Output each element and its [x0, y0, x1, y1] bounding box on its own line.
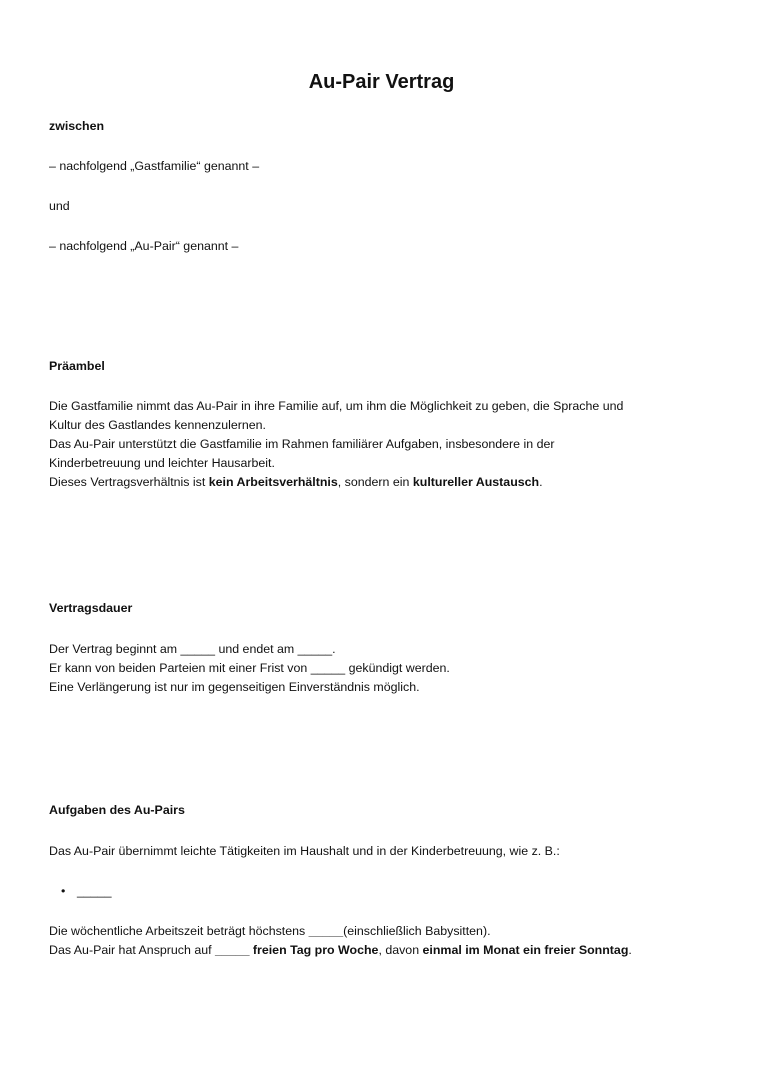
duration-line: Der Vertrag beginnt am _____ und endet am _____. — [49, 642, 336, 656]
text: (einschließlich Babysitten). — [343, 924, 491, 938]
preamble-paragraph — [49, 397, 729, 492]
text: , sondern ein — [337, 475, 413, 489]
between-label: zwischen — [49, 119, 105, 133]
list-item: • _____ — [49, 882, 729, 901]
preamble-line: Das Au-Pair unterstützt die Gastfamilie im Rahmen familiärer Aufgaben, insbesondere in der — [49, 437, 555, 451]
preamble-line: Kinderbetreuung und leichter Hausarbeit. — [49, 456, 275, 470]
free-day-line — [49, 941, 729, 960]
text: . — [539, 475, 543, 489]
duration-heading: Vertragsdauer — [49, 601, 133, 615]
working-hours-line — [49, 922, 729, 941]
text: , davon — [378, 943, 423, 957]
tasks-intro: Das Au-Pair übernimmt leichte Tätigkeiten im Haushalt und in der Kinderbetreuung, wie z. B.: — [49, 844, 560, 858]
document-title: Au-Pair Vertrag — [308, 71, 455, 93]
preamble-line: Die Gastfamilie nimmt das Au-Pair in ihre Familie auf, um ihm die Möglichkeit zu geben, die Sprache und — [49, 399, 624, 413]
text: Die wöchentliche Arbeitszeit beträgt höchstens — [49, 924, 309, 938]
duration-line: Er kann von beiden Parteien mit einer Frist von _____ gekündigt werden. — [49, 661, 450, 675]
duration-line: Eine Verlängerung ist nur im gegenseitigen Einverständnis möglich. — [49, 680, 420, 694]
tasks-heading: Aufgaben des Au-Pairs — [49, 803, 185, 817]
blank-field: _____ — [308, 924, 344, 938]
text: . — [628, 943, 632, 957]
tasks-list — [49, 882, 729, 901]
and-label: und — [49, 199, 70, 213]
bold-text: einmal im Monat ein freier Sonntag — [422, 943, 629, 957]
preamble-line — [49, 473, 729, 492]
duration-paragraph — [49, 640, 729, 697]
bold-text: _____ freien Tag pro Woche — [215, 943, 379, 957]
bold-text: kein Arbeitsverhältnis — [208, 475, 338, 489]
preamble-heading: Präambel — [49, 359, 105, 373]
preamble-line: Kultur des Gastlandes kennenzulernen. — [49, 418, 266, 432]
text: Dieses Vertragsverhältnis ist — [49, 475, 209, 489]
bold-text: kultureller Austausch — [412, 475, 540, 489]
host-family-note: – nachfolgend „Gastfamilie“ genannt – — [49, 159, 260, 173]
text: Das Au-Pair hat Anspruch auf — [49, 943, 215, 957]
aupair-note: – nachfolgend „Au-Pair“ genannt – — [49, 239, 239, 253]
tasks-paragraph — [49, 922, 729, 960]
